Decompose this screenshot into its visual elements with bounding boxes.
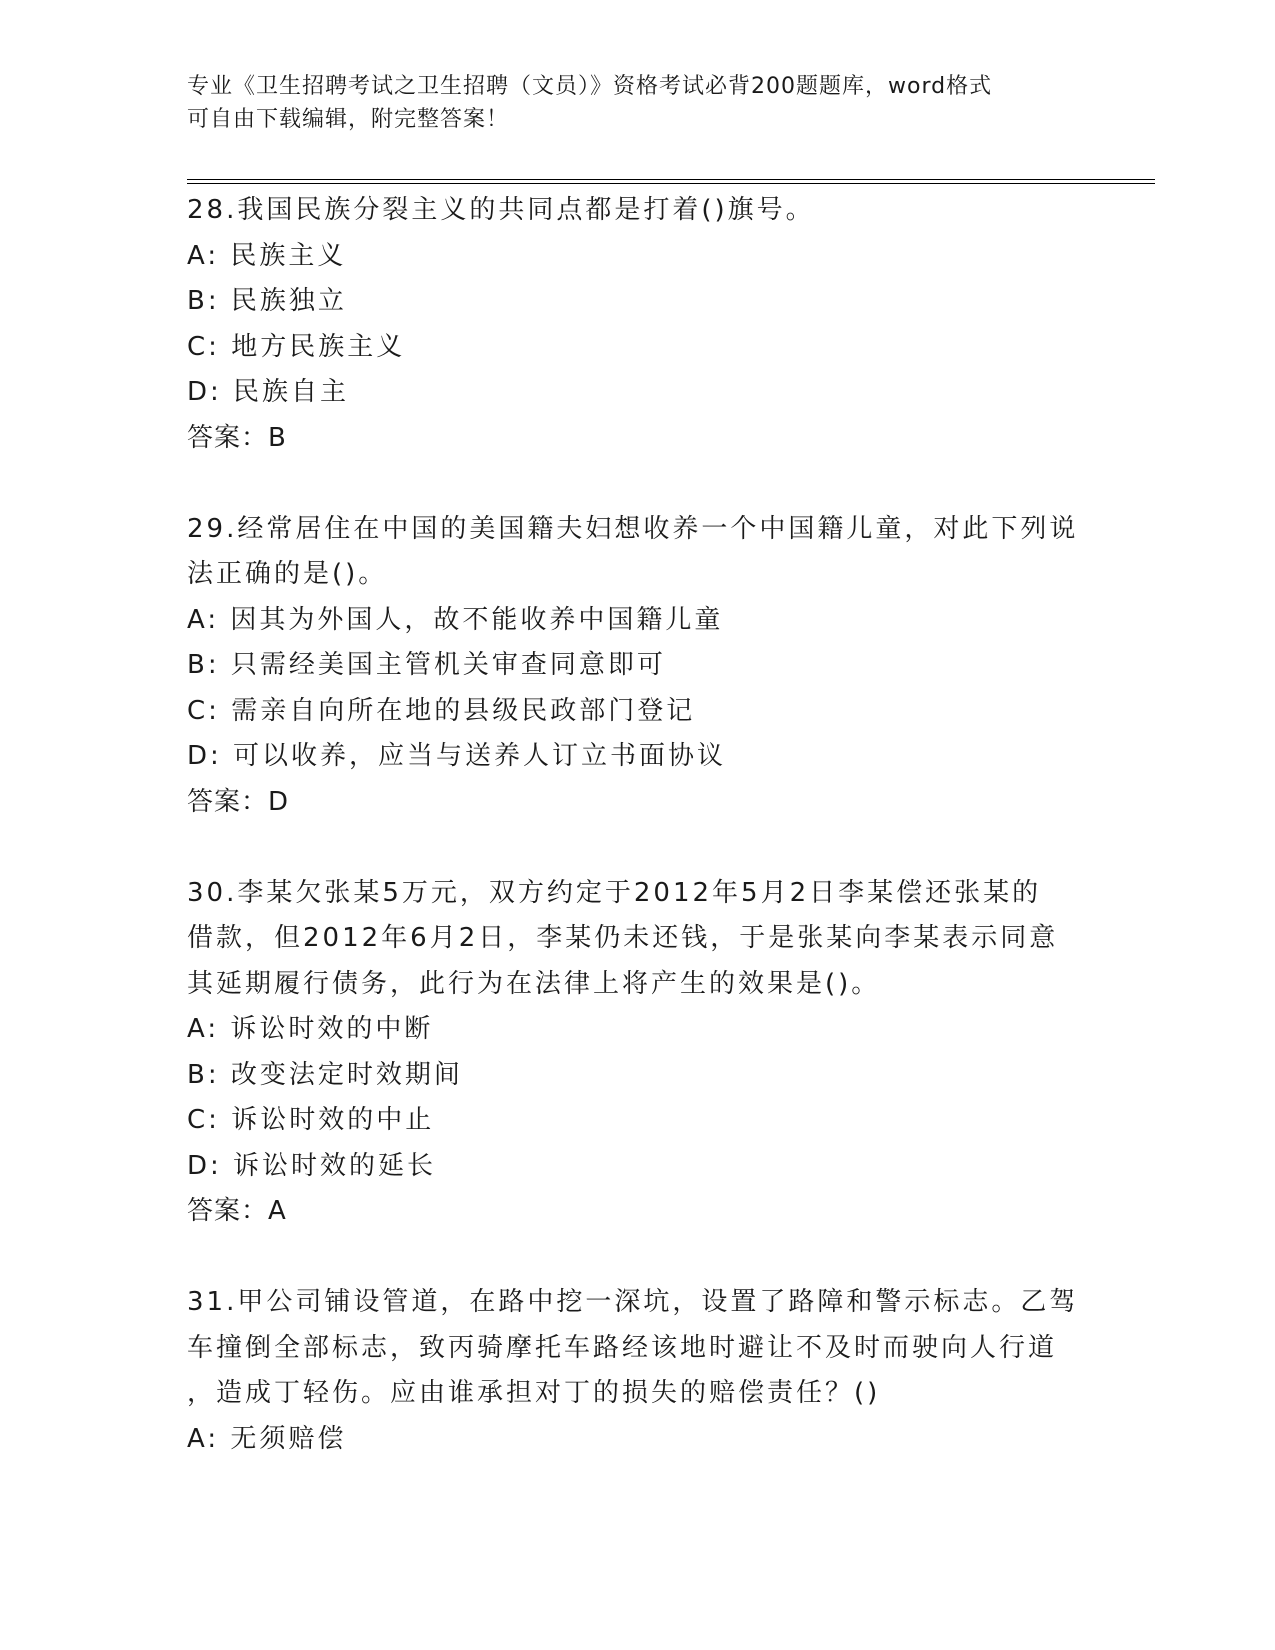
option-letter: A:	[187, 604, 220, 635]
option-d	[187, 370, 1087, 416]
option-a	[187, 1007, 1087, 1053]
question-spacer	[187, 1235, 1087, 1281]
option-letter: B:	[187, 286, 220, 316]
question-stem-line: 31.甲公司铺设管道，在路中挖一深坑，设置了路障和警示标志。乙驾	[187, 1287, 1079, 1317]
option-text: 需亲自向所在地的县级民政部门登记	[231, 695, 696, 726]
option-letter: D:	[187, 1150, 222, 1181]
option-c	[187, 1098, 1087, 1144]
header-divider-top	[187, 179, 1155, 180]
option-text: 因其为外国人，故不能收养中国籍儿童	[230, 604, 724, 635]
option-text: 民族主义	[230, 240, 347, 271]
option-text: 可以收养，应当与送养人订立书面协议	[233, 741, 727, 771]
option-text: 无须赔偿	[230, 1423, 347, 1454]
question-30	[187, 871, 1087, 1235]
option-text: 只需经美国主管机关审查同意即可	[230, 650, 666, 680]
option-c	[187, 325, 1087, 371]
option-b	[187, 279, 1087, 325]
question-stem-line: ，造成丁轻伤。应由谁承担对丁的损失的赔偿责任？()	[187, 1378, 881, 1408]
option-letter: C:	[187, 1105, 220, 1135]
option-text: 诉讼时效的延长	[233, 1150, 437, 1181]
question-stem-line: 其延期履行债务，此行为在法律上将产生的效果是()。	[187, 968, 881, 999]
question-stem-line: 29.经常居住在中国的美国籍夫妇想收养一个中国籍儿童，对此下列说	[187, 513, 1079, 544]
question-29	[187, 507, 1087, 826]
header-divider-bottom	[187, 183, 1155, 184]
option-letter: B:	[187, 650, 220, 680]
option-d	[187, 1144, 1087, 1190]
question-stem-line: 28.我国民族分裂主义的共同点都是打着()旗号。	[187, 195, 815, 225]
option-text: 民族独立	[230, 286, 347, 316]
option-letter: D:	[187, 741, 222, 771]
question-stem-line: 借款，但2012年6月2日，李某仍未还钱，于是张某向李某表示同意	[187, 923, 1059, 953]
option-letter: A:	[187, 1014, 220, 1044]
document-header	[187, 70, 1087, 136]
question-31	[187, 1280, 1087, 1462]
option-text: 地方民族主义	[231, 331, 406, 362]
option-c	[187, 689, 1087, 735]
question-stem-line: 30.李某欠张某5万元，双方约定于2012年5月2日李某偿还张某的	[187, 877, 1042, 908]
answer-line: 答案：D	[187, 786, 290, 817]
question-28	[187, 188, 1087, 461]
option-b	[187, 643, 1087, 689]
option-text: 诉讼时效的中断	[230, 1014, 434, 1044]
option-a	[187, 1417, 1087, 1463]
option-letter: C:	[187, 695, 220, 726]
option-letter: B:	[187, 1059, 220, 1090]
option-letter: C:	[187, 331, 220, 362]
option-letter: A:	[187, 240, 220, 271]
option-b	[187, 1053, 1087, 1099]
option-a	[187, 234, 1087, 280]
question-list	[187, 188, 1087, 1462]
question-spacer	[187, 825, 1087, 871]
question-spacer	[187, 461, 1087, 507]
option-text: 改变法定时效期间	[230, 1059, 463, 1090]
option-text: 诉讼时效的中止	[231, 1105, 435, 1135]
answer-line: 答案：B	[187, 422, 287, 453]
option-text: 民族自主	[233, 377, 350, 407]
answer-line: 答案：A	[187, 1196, 287, 1226]
option-letter: A:	[187, 1423, 220, 1454]
option-d	[187, 734, 1087, 780]
question-stem-line: 车撞倒全部标志，致丙骑摩托车路经该地时避让不及时而驶向人行道	[187, 1332, 1058, 1363]
question-stem-line: 法正确的是()。	[187, 559, 388, 589]
option-letter: D:	[187, 377, 222, 407]
header-line-1: 专业《卫生招聘考试之卫生招聘（文员）》资格考试必背200题题库，word格式	[187, 74, 993, 99]
header-line-2: 可自由下载编辑，附完整答案！	[187, 107, 510, 132]
option-a	[187, 598, 1087, 644]
